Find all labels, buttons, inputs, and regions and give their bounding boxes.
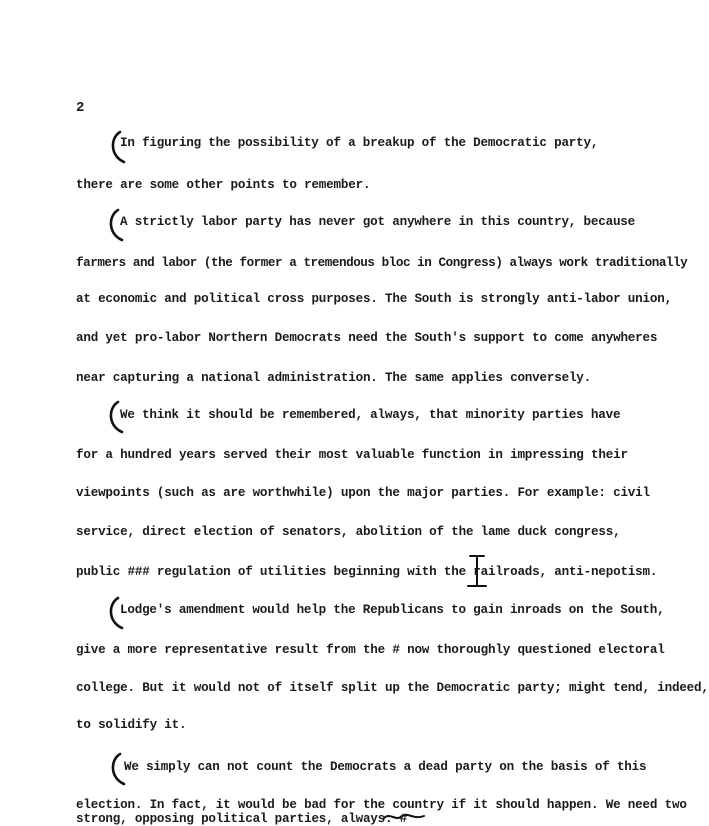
text-line-11: service, direct election of senators, abolition of the lame duck congress,	[76, 525, 621, 539]
page-number: 2	[76, 100, 85, 116]
text-line-9: for a hundred years served their most valuable function in impressing their	[76, 448, 628, 462]
text-line-3: A strictly labor party has never got anywhere in this country, because	[120, 215, 636, 229]
text-line-10: viewpoints (such as are worthwhile) upon the major parties. For example: civil	[76, 486, 650, 500]
text-line-14: give a more representative result from the # now thoroughly questioned electoral	[76, 643, 665, 657]
text-line-17: We simply can not count the Democrats a dead party on the basis of this	[124, 760, 647, 774]
text-line-1: In figuring the possibility of a breakup of the Democratic party,	[120, 136, 599, 150]
text-line-12: public ### regulation of utilities beginning with the railroads, anti-nepotism.	[76, 565, 658, 579]
text-line-6: and yet pro-labor Northern Democrats need the South's support to come anywheres	[76, 331, 658, 345]
text-line-8: We think it should be remembered, always, that minority parties have	[120, 408, 621, 422]
text-line-4: farmers and labor (the former a tremendous bloc in Congress) always work traditionally	[76, 256, 688, 270]
text-line-7: near capturing a national administration. The same applies conversely.	[76, 371, 592, 385]
text-line-5: at economic and political cross purposes. The South is strongly anti-labor union,	[76, 292, 672, 306]
text-line-18: election. In fact, it would be bad for the country if it should happen. We need two	[76, 798, 687, 812]
text-line-2: there are some other points to remember.	[76, 178, 371, 192]
text-line-19: strong, opposing political parties, always. #	[76, 812, 408, 826]
text-line-13: Lodge's amendment would help the Republicans to gain inroads on the South,	[120, 603, 665, 617]
text-line-15: college. But it would not of itself split up the Democratic party; might tend, indeed,	[76, 681, 709, 695]
text-line-16: to solidify it.	[76, 718, 187, 732]
